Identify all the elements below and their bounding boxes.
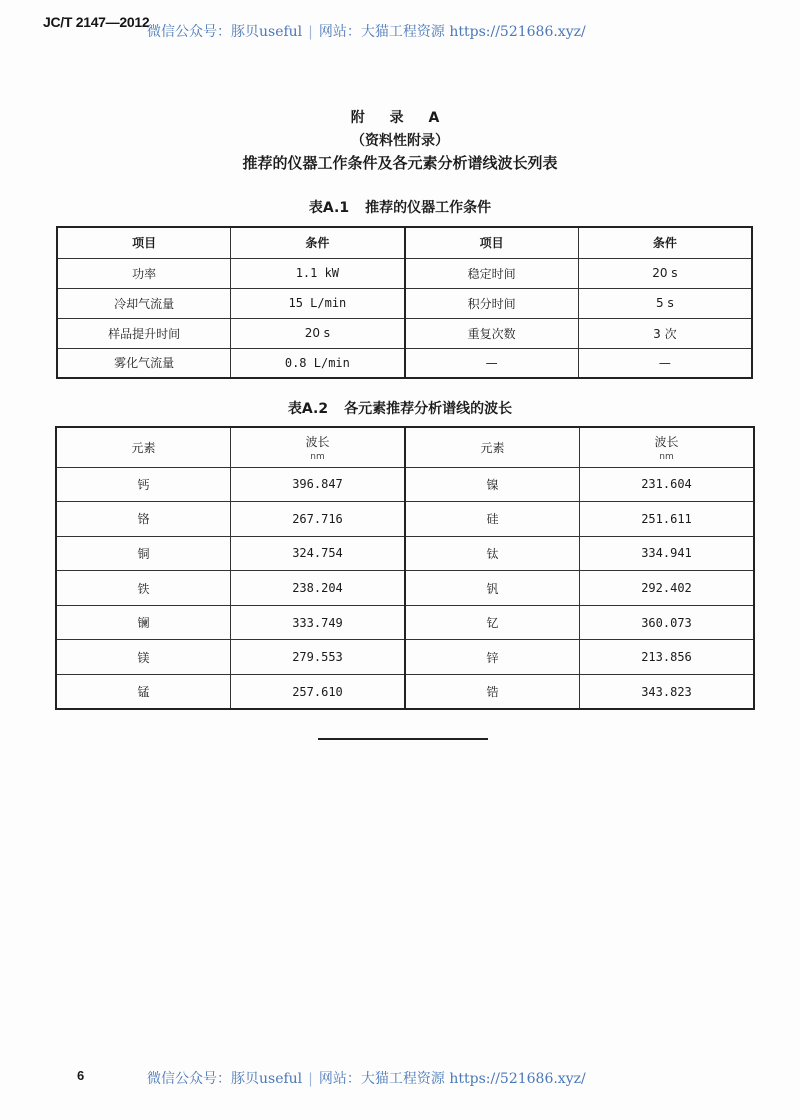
- cell-wavelength: 251.611: [580, 502, 755, 537]
- table2-caption: [0, 398, 800, 418]
- cell-condition: 0.8 L/min: [231, 348, 405, 378]
- cell-item: 冷却气流量: [57, 288, 231, 318]
- cell-wavelength: 267.716: [231, 502, 406, 537]
- watermark-bottom: [147, 1068, 586, 1088]
- cell-element: 锆: [405, 675, 580, 710]
- cell-element: 钇: [405, 605, 580, 640]
- cell-item: 重复次数: [405, 318, 579, 348]
- table-row: [56, 675, 754, 710]
- cell-wavelength: 213.856: [580, 640, 755, 675]
- cell-condition: —: [578, 348, 752, 378]
- page-number: 6: [77, 1068, 85, 1083]
- watermark-wechat: 微信公众号：豚贝useful: [147, 1071, 303, 1087]
- cell-element: 镧: [56, 605, 231, 640]
- cell-element: 铁: [56, 571, 231, 606]
- cell-item: 功率: [57, 258, 231, 288]
- header-wavelength: [231, 427, 406, 467]
- cell-wavelength: 238.204: [231, 571, 406, 606]
- appendix-label: 附 录 A: [350, 110, 450, 126]
- watermark-top: [147, 21, 586, 41]
- header-item: 项目: [57, 227, 231, 258]
- table-header-row: [56, 427, 754, 467]
- table-row: [57, 258, 752, 288]
- cell-element: 钛: [405, 536, 580, 571]
- standard-code: JC/T 2147—2012: [43, 14, 150, 30]
- cell-wavelength: 360.073: [580, 605, 755, 640]
- header-element: 元素: [405, 427, 580, 467]
- table1-caption-number: 表A.1: [308, 200, 350, 216]
- cell-item: —: [405, 348, 579, 378]
- cell-wavelength: 257.610: [231, 675, 406, 710]
- cell-wavelength: 343.823: [580, 675, 755, 710]
- table-header-row: [57, 227, 752, 258]
- end-of-document-rule: [318, 738, 488, 740]
- table-row: [56, 502, 754, 537]
- cell-condition: 1.1 kW: [231, 258, 405, 288]
- table-row: [56, 605, 754, 640]
- table-row: [57, 288, 752, 318]
- cell-condition: 3 次: [578, 318, 752, 348]
- cell-condition: 20 s: [231, 318, 405, 348]
- header-wavelength-label: 波长: [654, 434, 679, 449]
- watermark-separator: |: [308, 24, 313, 40]
- cell-condition: 20 s: [578, 258, 752, 288]
- cell-wavelength: 231.604: [580, 467, 755, 502]
- cell-item: 稳定时间: [405, 258, 579, 288]
- table-row: [56, 571, 754, 606]
- cell-element: 硅: [405, 502, 580, 537]
- header-wavelength: [580, 427, 755, 467]
- cell-item: 样品提升时间: [57, 318, 231, 348]
- cell-wavelength: 279.553: [231, 640, 406, 675]
- cell-element: 锰: [56, 675, 231, 710]
- watermark-website: 网站：大猫工程资源 https://521686.xyz/: [318, 1071, 586, 1087]
- header-condition: 条件: [231, 227, 405, 258]
- cell-wavelength: 292.402: [580, 571, 755, 606]
- header-element: 元素: [56, 427, 231, 467]
- cell-item: 积分时间: [405, 288, 579, 318]
- watermark-wechat: 微信公众号：豚贝useful: [147, 24, 303, 40]
- cell-item: 雾化气流量: [57, 348, 231, 378]
- table2-caption-text: 各元素推荐分析谱线的波长: [344, 401, 513, 417]
- cell-element: 钒: [405, 571, 580, 606]
- wavelength-table: [55, 426, 755, 710]
- header-item: 项目: [405, 227, 579, 258]
- cell-condition: 15 L/min: [231, 288, 405, 318]
- table2-caption-number: 表A.2: [287, 401, 329, 417]
- table1-caption: [0, 197, 800, 217]
- table-row: [56, 536, 754, 571]
- table-row: [57, 348, 752, 378]
- cell-element: 铜: [56, 536, 231, 571]
- header-wavelength-unit: nm: [310, 451, 325, 462]
- cell-element: 钙: [56, 467, 231, 502]
- instrument-conditions-table: [56, 226, 753, 379]
- header-wavelength-unit: nm: [659, 451, 674, 462]
- watermark-website: 网站：大猫工程资源 https://521686.xyz/: [318, 24, 586, 40]
- cell-element: 锌: [405, 640, 580, 675]
- appendix-title: 推荐的仪器工作条件及各元素分析谱线波长列表: [242, 154, 558, 172]
- cell-wavelength: 333.749: [231, 605, 406, 640]
- watermark-separator: |: [308, 1071, 313, 1087]
- cell-wavelength: 334.941: [580, 536, 755, 571]
- table-row: [56, 467, 754, 502]
- cell-element: 镁: [56, 640, 231, 675]
- cell-condition: 5 s: [578, 288, 752, 318]
- cell-wavelength: 396.847: [231, 467, 406, 502]
- table-row: [56, 640, 754, 675]
- table1-caption-text: 推荐的仪器工作条件: [365, 200, 492, 216]
- header-condition: 条件: [578, 227, 752, 258]
- appendix-type: （资料性附录）: [351, 133, 449, 149]
- cell-wavelength: 324.754: [231, 536, 406, 571]
- cell-element: 铬: [56, 502, 231, 537]
- table-row: [57, 318, 752, 348]
- cell-element: 镍: [405, 467, 580, 502]
- header-wavelength-label: 波长: [305, 434, 330, 449]
